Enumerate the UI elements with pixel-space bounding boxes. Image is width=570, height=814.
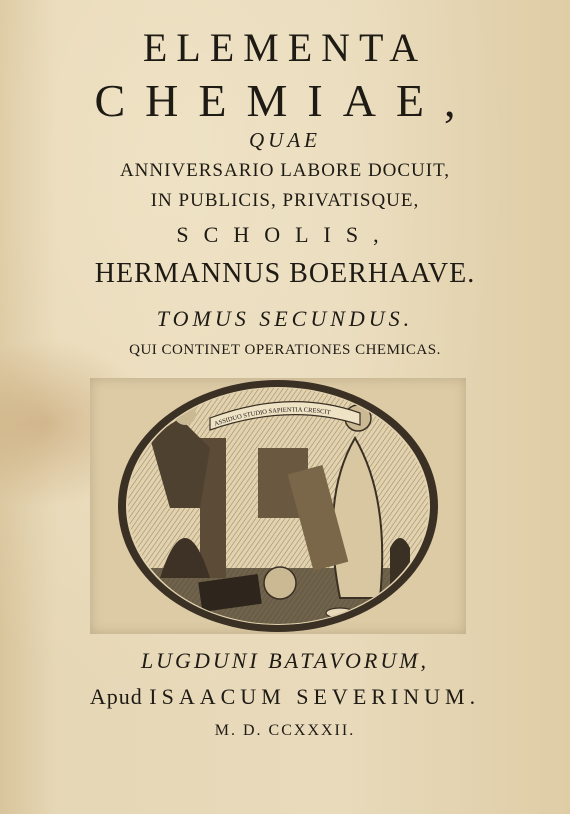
title-line-elementa: ELEMENTA: [142, 25, 428, 70]
title-line-quae: QUAE: [249, 128, 321, 152]
publisher-name: ISAACUM SEVERINUM.: [149, 684, 481, 709]
allegorical-engraving-icon: [90, 378, 466, 634]
imprint-publisher: [0, 684, 570, 710]
volume-label: TOMUS SECUNDUS.: [156, 306, 414, 331]
imprint-place: LUGDUNI BATAVORUM,: [140, 648, 430, 673]
subtitle-line-anniversario: ANNIVERSARIO LABORE DOCUIT,: [119, 160, 451, 181]
title-line-chemiae: CHEMIAE,: [94, 75, 476, 126]
putto: [264, 567, 296, 599]
motto-text: ASSIDUO STUDIO SAPIENTIA CRESCIT: [213, 406, 332, 428]
vignette-plate: [90, 378, 466, 634]
publisher-prefix: Apud: [89, 684, 143, 709]
subtitle-line-publicis: IN PUBLICIS, PRIVATISQUE,: [150, 190, 420, 211]
imprint-year: M. D. CCXXXII.: [214, 722, 356, 739]
author-name: HERMANNUS BOERHAAVE.: [94, 258, 476, 289]
contents-line: QUI CONTINET OPERATIONES CHEMICAS.: [129, 342, 441, 358]
subtitle-line-scholis: SCHOLIS,: [176, 222, 394, 247]
